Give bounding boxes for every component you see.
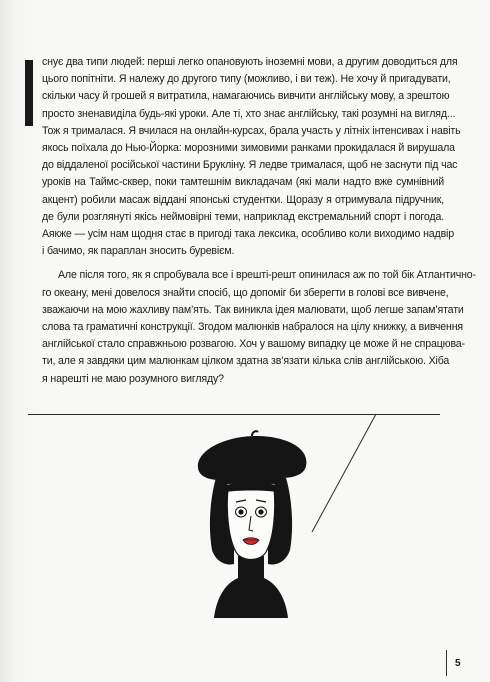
text-line: зважаючи на мою жахливу пам’ять. Так виникла ідея малювати, щоб легше запам’ятати <box>42 303 464 316</box>
woman-in-beret-portrait-icon <box>186 428 316 618</box>
text-line: до віддаленої російської частини Брукліну. Я ледве трималася, щоб не заснути під час <box>42 159 458 172</box>
text-line: го океану, мені довелося знайти спосіб, що допоміг би зберегти в голові все вивчене, <box>42 286 449 299</box>
text-line: Тож я трималася. Я вчилася на онлайн-курсах, брала участь у літніх інтенсивах і навіть <box>42 124 461 137</box>
text-line: уроків на Таймс-сквер, поки тамтешнім викладачам (які мали надто вже сумнівний <box>42 176 444 189</box>
text-line: де були розглянуті якісь неймовірні теми, наприклад екстремальний спорт і погода. <box>42 210 444 223</box>
text-line: ти, але я завдяки цим малюнкам цілком здатна зв’язати кілька слів англійською. Хіба <box>42 355 450 368</box>
body-silhouette <box>214 556 288 618</box>
text-line: англійської стало справжньою розвагою. Хоч у вашому випадку це може й не спрацюва- <box>42 338 465 351</box>
text-line: снує два типи людей: перші легко опановують іноземні мови, а другим доводиться для <box>42 56 458 68</box>
speech-pointer-stroke <box>312 414 376 532</box>
text-line: слова та граматичні конструкції. Згодом малюнків набралося на цілу книжку, а вивчення <box>42 321 464 334</box>
text-line: Аякже — усім нам щодня стає в пригоді така лексика, особливо коли виходимо надвір <box>42 228 454 241</box>
text-line: якось поїхала до Нью-Йорка: морозними зимовими ранками прокидалася й вирушала <box>42 142 455 155</box>
text-line: я нарешті не маю розумного вигляду? <box>42 372 224 385</box>
page-number: 5 <box>455 658 461 669</box>
text-line: просто зненавиділа будь-які уроки. Але ті, хто знає англійську, такі розумні на вигляд... <box>42 107 456 120</box>
text-line: Але після того, як я спробувала все і врешті-решт опинилася аж по той бік Атлантично- <box>58 269 476 282</box>
text-line: акцент) робили масаж віддані японські студентки. Щоразу я отримувала підручник, <box>42 193 444 206</box>
text-line: скільки часу й грошей я витратила, намагаючись вивчити англійську мову, а зрештою <box>42 90 450 103</box>
text-line: і бачимо, як параплан зносить буревієм. <box>42 245 235 258</box>
face <box>227 485 274 560</box>
beret-icon <box>198 436 307 480</box>
text-line: цього попітніти. Я належу до другого типу (можливо, і ви теж). Не хочу й пригадувати, <box>42 73 451 86</box>
